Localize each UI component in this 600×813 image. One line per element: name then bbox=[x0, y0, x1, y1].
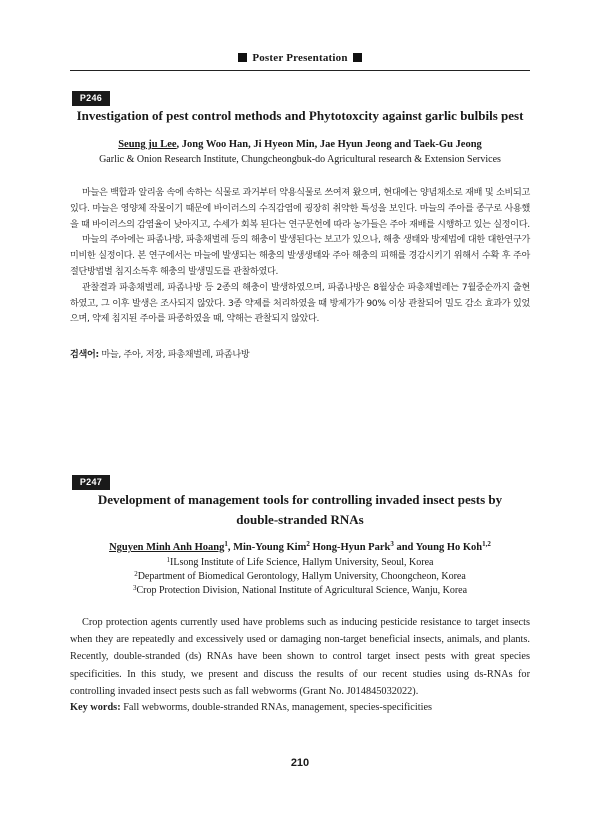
keywords bbox=[70, 700, 530, 715]
affiliation bbox=[60, 584, 540, 598]
presenting-author: Seung ju Lee bbox=[118, 139, 177, 150]
header-rule bbox=[70, 70, 530, 71]
keywords-label: 검색어: bbox=[70, 350, 99, 360]
keywords-label: Key words: bbox=[70, 702, 121, 713]
page-number: 210 bbox=[290, 757, 310, 769]
abstract-paragraph: 관찰결과 파총채벌레, 파좀나방 등 2종의 해충이 발생하였으며, 파좀나방은 8월상순 파총채벌레는 7월중순까지 출현하였고, 그 이후 발생은 조사되지 않았다. 3종 약제를 처리하였을 때 방제가가 90% 이상 관찰되어 밀도 감소 효과가 있었으며, 약제 침지된 주아를 파종하였을 때, 약해는 관찰되지 않았다. bbox=[70, 282, 530, 325]
abstract-title: Investigation of pest control methods and Phytotoxcity against garlic bulbils pest bbox=[76, 108, 524, 123]
affiliation-text: ILsong Institute of Life Science, Hallym University, Seoul, Korea bbox=[170, 557, 434, 568]
abstract-paragraph: Crop protection agents currently used have problems such as inducing pesticide resistance to target insects when they are repeatedly and excessively used or damaging non-target beneficial insects, animals, and plants. Recently, double-stranded (ds) RNAs have been shown to control target insect pests with great species specificities. In this study, we present and discuss the results of our recent studies using ds-RNAs for controlling invaded insect pests such as fall webworms (Grant No. J014845032022). bbox=[70, 617, 530, 697]
keywords-text: Fall webworms, double-stranded RNAs, management, species-specificities bbox=[120, 702, 433, 713]
affiliation-list bbox=[60, 556, 540, 598]
author-superscript: 3 bbox=[390, 540, 394, 548]
affiliation-superscript: 3 bbox=[132, 584, 137, 592]
author-superscript: 1,2 bbox=[482, 540, 491, 548]
abstract-paragraph: 마늘은 백합과 알리움 속에 속하는 식물로 과거부터 약용식물로 쓰여져 왔으며, 현대에는 양념채소로 재배 및 소비되고 있다. 마늘은 영양체 작물이기 때문에 바이러스의 수직감염에 굉장히 취약한 특성을 보인다. 마늘의 주아를 종구로 사용했을 때 바이러스의 감염율이 낮아지고, 수세가 회복 된다는 연구문헌에 따라 농가들은 주아 재배를 시행하고 있는 실정이다. bbox=[70, 188, 530, 230]
abstract-id-badge: P246 bbox=[72, 91, 110, 106]
abstract-body bbox=[70, 186, 530, 328]
author-superscript: 2 bbox=[306, 540, 310, 548]
co-author: Hong-Hyun Park bbox=[309, 542, 391, 553]
presenting-author: Nguyen Minh Anh Hoang bbox=[109, 542, 225, 553]
abstract-id-badge: P247 bbox=[72, 475, 110, 490]
co-author: , Min-Young Kim bbox=[227, 542, 307, 553]
author-list bbox=[60, 138, 540, 152]
affiliation-superscript: 1 bbox=[166, 556, 171, 564]
affiliation: Garlic & Onion Research Institute, Chungcheongbuk-do Agricultural research & Extension Services bbox=[99, 154, 501, 165]
author-superscript: 1 bbox=[224, 540, 228, 548]
affiliation bbox=[60, 570, 540, 584]
abstract-paragraph: 마늘의 주아에는 파좀나방, 파총채벌레 등의 해충이 발생된다는 보고가 있으나, 해충 생태와 방제법에 대한 대한연구가 미비한 실정이다. 본 연구에서는 마늘에 발생되는 해충의 발생생태와 주아 해충의 피해를 경감시키기 위해서 수확 후 주아 절단방법별 침지소독후 해충의 발생밀도를 관찰하였다. bbox=[70, 235, 530, 277]
keywords-text: 마늘, 주아, 저장, 파총채벌레, 파좀나방 bbox=[98, 350, 250, 360]
author-list bbox=[60, 541, 540, 555]
square-bullet-icon bbox=[238, 53, 247, 62]
co-author: and Young Ho Koh bbox=[393, 542, 483, 553]
section-header-text: Poster Presentation bbox=[252, 52, 348, 64]
abstract-body bbox=[70, 614, 530, 700]
abstract-title bbox=[70, 490, 530, 530]
affiliation-text: Department of Biomedical Gerontology, Hallym University, Choongcheon, Korea bbox=[137, 571, 466, 582]
section-header bbox=[0, 52, 600, 64]
affiliation-superscript: 2 bbox=[134, 570, 138, 578]
co-authors: , Jong Woo Han, Ji Hyeon Min, Jae Hyun Jeong and Taek-Gu Jeong bbox=[176, 139, 482, 150]
affiliation-text: Crop Protection Division, National Institute of Agricultural Science, Wanju, Korea bbox=[136, 585, 468, 596]
square-bullet-icon bbox=[353, 53, 362, 62]
abstract-title-line: double-stranded RNAs bbox=[236, 512, 364, 527]
abstract-title-line: Development of management tools for controlling invaded insect pests by bbox=[97, 492, 503, 507]
affiliation bbox=[60, 556, 540, 570]
keywords bbox=[70, 348, 530, 363]
